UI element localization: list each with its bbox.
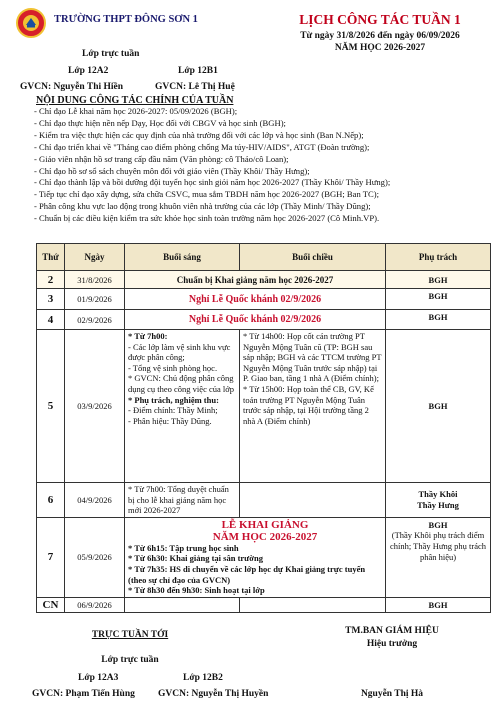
event-subtitle: NĂM HỌC 2026-2027 bbox=[212, 530, 318, 543]
task-item: - Chỉ đạo thành lập và bồi dưỡng đội tuyển học sinh giỏi năm học 2026-2027 (Thầy Khôi/ Thầy Hưng); bbox=[34, 177, 391, 188]
event-item: * Từ 8h30 đến 9h30: Sinh hoạt tại lớp bbox=[128, 585, 265, 596]
cell-ngay: 01/9/2026 bbox=[65, 289, 125, 310]
table-header-row bbox=[37, 244, 491, 271]
table-row bbox=[37, 271, 491, 289]
cell-phu-trach: BGH bbox=[386, 289, 491, 310]
next-gvcn-a: GVCN: Phạm Tiến Hùng bbox=[32, 689, 135, 699]
duty-class-b: Lớp 12B1 bbox=[178, 66, 218, 76]
sang-line: - Tổng vệ sinh phòng học. bbox=[128, 362, 218, 373]
next-duty-title: TRỰC TUẦN TỚI bbox=[91, 630, 169, 640]
phu-trach-line: Thầy Khôi bbox=[418, 488, 458, 499]
task-item: - Chỉ đạo hồ sơ sổ sách chuyên môn đối với giáo viên (Thầy Khôi/ Thầy Hưng); bbox=[34, 165, 310, 176]
header-phu-trach: Phụ trách bbox=[386, 244, 491, 271]
header-buoi-sang: Buổi sáng bbox=[125, 244, 240, 271]
cell-buoi-chieu bbox=[240, 483, 386, 518]
sign-role: Hiệu trưởng bbox=[366, 639, 418, 649]
cell-ngay: 04/9/2026 bbox=[65, 483, 125, 518]
sang-line: - Các lớp làm vệ sinh khu vực được phân công; bbox=[128, 341, 231, 363]
next-class-b: Lớp 12B2 bbox=[183, 673, 223, 683]
cell-thu: 3 bbox=[37, 289, 65, 310]
event-item: * Từ 6h15: Tập trung học sinh bbox=[128, 542, 239, 553]
page-title: LỊCH CÔNG TÁC TUẦN 1 bbox=[299, 12, 461, 27]
cell-merged: Nghỉ Lễ Quốc khánh 02/9/2026 bbox=[125, 310, 386, 330]
schedule-table bbox=[36, 243, 491, 613]
task-item: - Chuẩn bị các điều kiện kiểm tra sức khỏe học sinh toàn trường năm học 2026-2027 (Cô Minh.VP). bbox=[34, 213, 380, 224]
cell-thu: 5 bbox=[37, 330, 65, 483]
header-thu: Thứ bbox=[37, 244, 65, 271]
cell-ngay: 03/9/2026 bbox=[65, 330, 125, 483]
next-gvcn-b: GVCN: Nguyễn Thị Huyền bbox=[158, 689, 269, 699]
sang-line: - Phân hiệu: Thầy Dũng. bbox=[128, 415, 212, 426]
cell-buoi-sang bbox=[125, 597, 240, 612]
table-row bbox=[37, 517, 491, 597]
cell-phu-trach: BGH bbox=[386, 597, 491, 612]
event-item: * Từ 7h35: HS di chuyển về các lớp học dự Khai giảng trực tuyến (theo sự chỉ đạo của GVCN) bbox=[128, 563, 366, 585]
school-year: NĂM HỌC 2026-2027 bbox=[334, 43, 426, 53]
duty-label: Lớp trực tuần bbox=[82, 49, 140, 59]
cell-thu: 4 bbox=[37, 310, 65, 330]
cell-phu-trach: BGH bbox=[386, 271, 491, 289]
task-item: - Chỉ đạo triển khai về "Tháng cao điểm phòng chống Ma túy-HIV/AIDS", ATGT (Đoàn trường); bbox=[34, 141, 370, 152]
cell-buoi-chieu bbox=[240, 330, 386, 483]
cell-ngay: 05/9/2026 bbox=[65, 517, 125, 597]
phu-trach-title: BGH bbox=[428, 519, 448, 530]
sang-line: - Điểm chính: Thầy Minh; bbox=[128, 405, 218, 416]
cell-thu: 7 bbox=[37, 517, 65, 597]
event-title: LỄ KHAI GIẢNG bbox=[221, 518, 309, 531]
cell-phu-trach bbox=[386, 483, 491, 518]
task-item: - Tiếp tục chỉ đạo xây dựng, sửa chữa CSVC, mua sắm TBDH năm học 2026-2027 (BGH; Ban TC); bbox=[34, 189, 379, 200]
title-block bbox=[262, 12, 498, 53]
sang-line: * Phụ trách, nghiệm thu: bbox=[128, 394, 219, 405]
sign-title: TM.BAN GIÁM HIỆU bbox=[345, 626, 439, 636]
cell-merged: Chuẩn bị Khai giảng năm học 2026-2027 bbox=[125, 271, 386, 289]
cell-merged: Nghỉ Lễ Quốc khánh 02/9/2026 bbox=[125, 289, 386, 310]
next-duty-label: Lớp trực tuần bbox=[101, 655, 159, 665]
week-dates: Từ ngày 31/8/2026 đến ngày 06/09/2026 bbox=[300, 31, 460, 41]
cell-phu-trach: BGH bbox=[386, 330, 491, 483]
task-item: - Chỉ đạo thực hiện nền nếp Dạy, Học đối với CBGV và học sinh (BGH); bbox=[34, 117, 286, 128]
event-item: * Từ 6h30: Khai giảng tại sân trường bbox=[128, 553, 263, 564]
cell-ngay: 06/9/2026 bbox=[65, 597, 125, 612]
school-name: TRƯỜNG THPT ĐÔNG SƠN 1 bbox=[54, 14, 198, 25]
cell-buoi-sang: * Từ 7h00: Tổng duyệt chuẩn bị cho lễ khai giảng năm học mới 2026-2027 bbox=[125, 483, 240, 518]
cell-buoi-sang bbox=[125, 330, 240, 483]
cell-phu-trach bbox=[386, 517, 491, 597]
duty-class-a: Lớp 12A2 bbox=[68, 66, 109, 76]
table-row bbox=[37, 310, 491, 330]
cell-thu: CN bbox=[37, 597, 65, 612]
phu-trach-note: (Thầy Khôi phụ trách điểm chính; Thầy Hưng phụ trách phân hiệu) bbox=[389, 530, 487, 562]
sang-line: * Từ 7h00: bbox=[128, 331, 168, 341]
cell-ngay: 02/9/2026 bbox=[65, 310, 125, 330]
next-class-a: Lớp 12A3 bbox=[78, 673, 119, 683]
task-item: - Phân công khu vực lao động trong khuôn viên nhà trường của các lớp (Thầy Minh/ Thầy Dũng); bbox=[34, 201, 371, 212]
school-logo-icon bbox=[16, 8, 46, 38]
cell-ngay: 31/8/2026 bbox=[65, 271, 125, 289]
phu-trach-line: Thầy Hưng bbox=[417, 499, 459, 510]
task-list bbox=[34, 106, 494, 225]
cell-thu: 2 bbox=[37, 271, 65, 289]
duty-gvcn-a: GVCN: Nguyễn Thi Hiền bbox=[20, 82, 124, 92]
cell-phu-trach: BGH bbox=[386, 310, 491, 330]
chieu-line: * Từ 14h00: Họp cốt cán trường PT Nguyễn Mộng Tuân cũ (TP: BGH sau sáp nhập; BGH và các TTCM trường PT Nguyễn Mộng Tuân trước sáp nhập) tại P. Giao ban, tầng 1 nhà A (Điểm chính); bbox=[243, 331, 382, 384]
header-buoi-chieu: Buổi chiều bbox=[240, 244, 386, 271]
sang-line: * GVCN: Chủ động phân công dụng cụ theo công việc của lớp bbox=[128, 373, 234, 394]
table-row bbox=[37, 289, 491, 310]
section-title: NỘI DUNG CÔNG TÁC CHÍNH CỦA TUẦN bbox=[36, 95, 234, 106]
task-item: - Giáo viên nhận hồ sơ trang cấp đầu năm (Văn phòng: cô Thảo/cô Loan); bbox=[34, 153, 289, 164]
task-item: - Chỉ đạo Lễ khai năm học 2026-2027: 05/09/2026 (BGH); bbox=[34, 106, 238, 116]
header-ngay: Ngày bbox=[65, 244, 125, 271]
task-item: - Kiểm tra việc thực hiện các quy định của nhà trường đối với các lớp và học sinh (Ban N.Nếp); bbox=[34, 129, 364, 140]
table-row bbox=[37, 597, 491, 612]
table-row bbox=[37, 483, 491, 518]
cell-thu: 6 bbox=[37, 483, 65, 518]
table-row bbox=[37, 330, 491, 483]
sign-name: Nguyễn Thị Hà bbox=[360, 689, 424, 699]
chieu-line: * Từ 15h00: Họp toàn thể CB, GV, Kế toán trường PT Nguyễn Mộng Tuân trước sáp nhập, tại Hội trường tầng 2 nhà A (Điểm chính) bbox=[243, 383, 374, 426]
cell-merged bbox=[125, 517, 386, 597]
duty-gvcn-b: GVCN: Lê Thị Huệ bbox=[155, 82, 235, 92]
cell-buoi-chieu bbox=[240, 597, 386, 612]
